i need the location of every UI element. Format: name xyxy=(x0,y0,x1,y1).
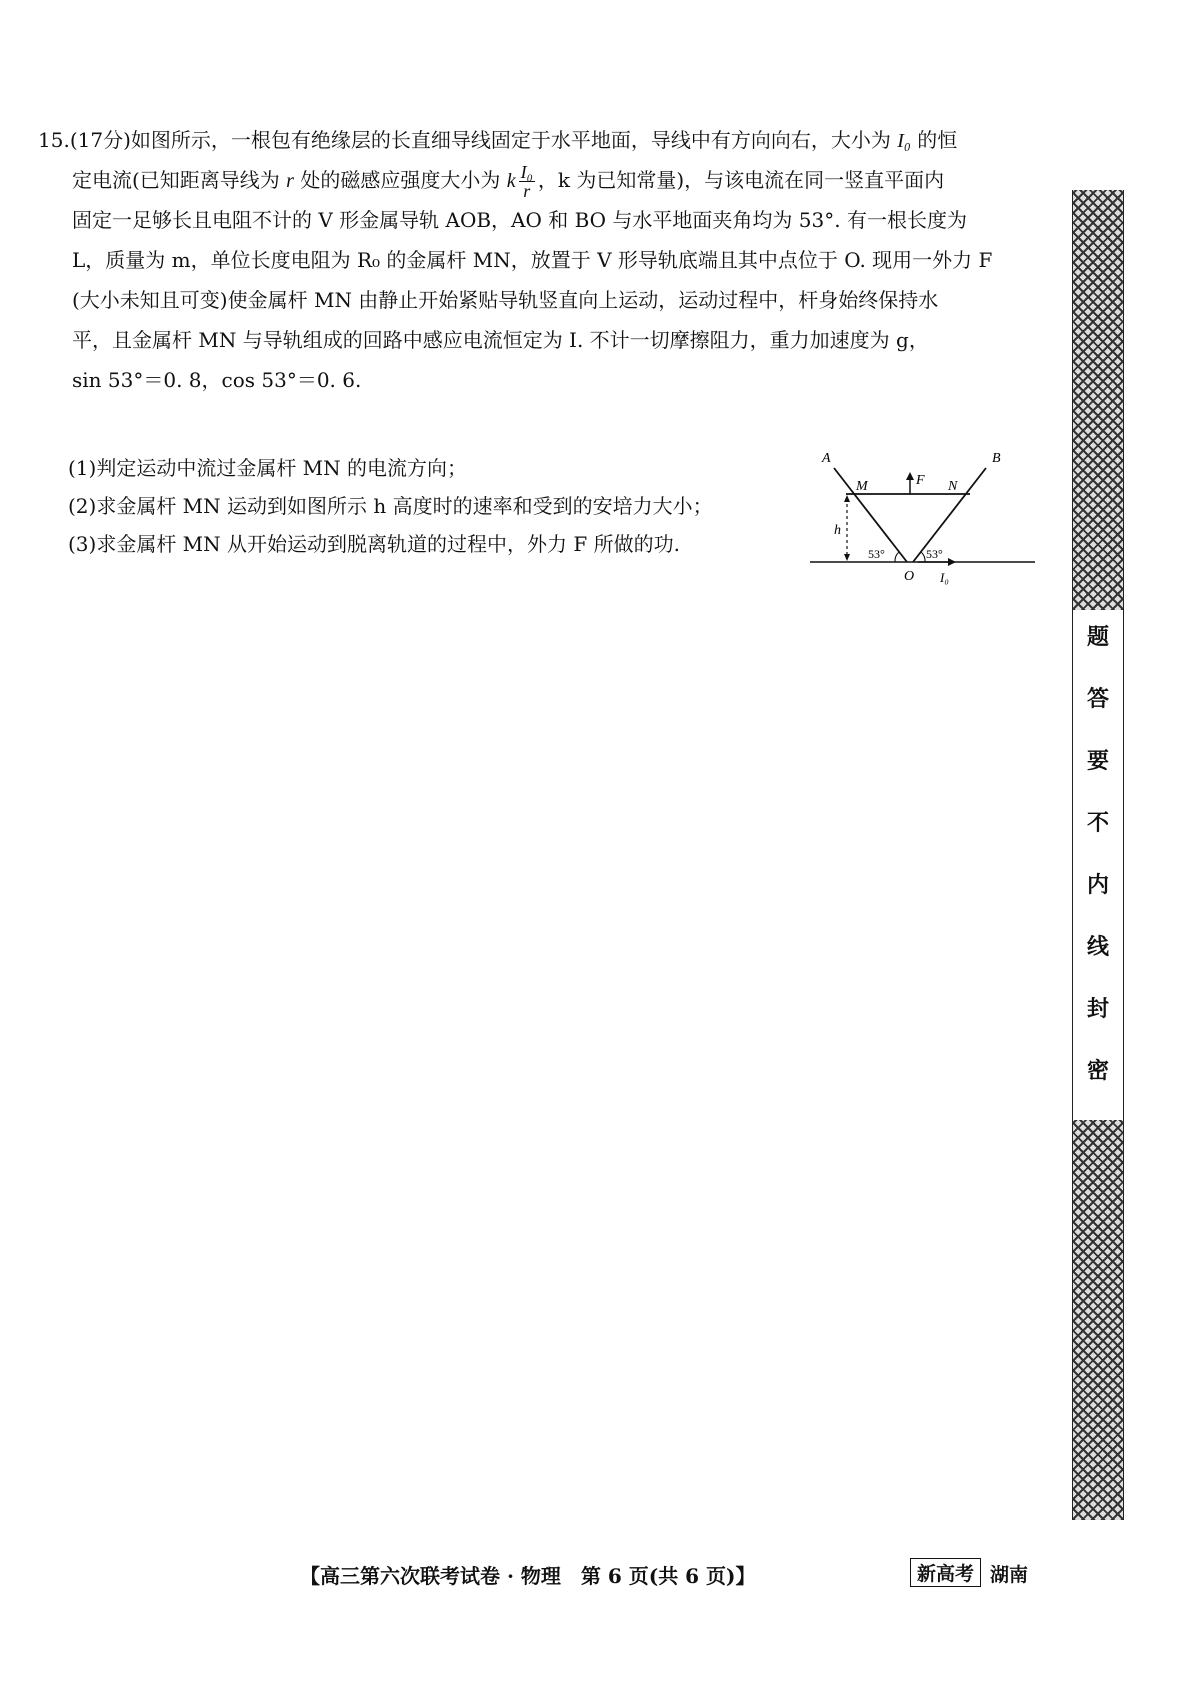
seal-char: 要 xyxy=(1086,748,1109,774)
label-A: A xyxy=(822,451,831,466)
force-arrow-head xyxy=(906,472,914,480)
question-line-4: L，质量为 m，单位长度电阻为 R₀ 的金属杆 MN，放置于 V 形导轨底端且其中点位于 O. 现用一外力 F xyxy=(72,248,993,272)
question-line-6: 平，且金属杆 MN 与导轨组成的回路中感应电流恒定为 I. 不计一切摩擦阻力，重力加速度为 g， xyxy=(72,328,929,352)
height-arrow-top xyxy=(844,495,850,502)
label-O: O xyxy=(904,569,915,584)
question-line-3: 固定一足够长且电阻不计的 V 形金属导轨 AOB，AO 和 BO 与水平地面夹角均为 53°. 有一根长度为 xyxy=(72,208,967,232)
seal-strip xyxy=(1072,190,1122,1520)
label-B: B xyxy=(992,451,1001,466)
symbol-k: k xyxy=(506,170,516,192)
height-arrow-bottom xyxy=(844,554,850,561)
question-15 xyxy=(38,120,1028,400)
label-M: M xyxy=(856,479,868,494)
question-points: (17分) xyxy=(69,128,131,152)
label-h: h xyxy=(834,523,841,538)
seal-strip-pattern-top xyxy=(1072,190,1124,610)
fraction-denominator: r xyxy=(523,181,531,201)
question-text: 定电流(已知距离导线为 xyxy=(72,168,287,192)
seal-strip-text-area xyxy=(1072,610,1124,1120)
seal-char: 线 xyxy=(1086,934,1109,960)
label-F: F xyxy=(916,473,925,488)
sub-question-3: (3)求金属杆 MN 从开始运动到脱离轨道的过程中，外力 F 所做的功. xyxy=(68,532,680,556)
question-line-7: sin 53°＝0. 8，cos 53°＝0. 6. xyxy=(72,368,362,392)
angle-arc-left xyxy=(895,552,899,562)
question-line-5: (大小未知且可变)使金属杆 MN 由静止开始紧贴导轨竖直向上运动，运动过程中，杆身始终保持水 xyxy=(72,288,939,312)
question-text: 处的磁感应强度大小为 xyxy=(293,168,507,192)
symbol-I0: I₀ xyxy=(897,130,911,152)
question-number: 15. xyxy=(38,128,70,152)
label-angle-right: 53° xyxy=(926,547,943,561)
footer-region: 湖南 xyxy=(990,1564,1029,1586)
label-I0: I₀ xyxy=(940,570,949,585)
seal-strip-pattern-bottom xyxy=(1072,1120,1124,1520)
seal-char: 密 xyxy=(1086,1058,1109,1084)
footer-badge: 新高考 xyxy=(910,1558,981,1587)
question-line-1 xyxy=(38,120,1028,160)
v-rail-diagram xyxy=(800,440,1040,600)
question-text: 如图所示，一根包有绝缘层的长直细导线固定于水平地面，导线中有方向向右，大小为 xyxy=(130,128,898,152)
fraction-numerator: I₀ xyxy=(520,162,533,182)
seal-char: 题 xyxy=(1086,624,1109,650)
seal-char: 封 xyxy=(1086,996,1109,1022)
angle-arc-right xyxy=(921,552,925,562)
sub-question-1: (1)判定运动中流过金属杆 MN 的电流方向； xyxy=(68,456,468,480)
seal-char: 答 xyxy=(1086,686,1109,712)
fraction-I0-over-r xyxy=(519,163,535,200)
page-footer xyxy=(0,1560,1200,1600)
label-angle-left: 53° xyxy=(868,547,885,561)
footer-title: 【高三第六次联考试卷 · 物理 第 6 页(共 6 页)】 xyxy=(300,1564,756,1588)
seal-char: 不 xyxy=(1086,810,1109,836)
sub-question-2: (2)求金属杆 MN 运动到如图所示 h 高度时的速率和受到的安培力大小； xyxy=(68,494,713,518)
question-text: 的恒 xyxy=(910,128,958,152)
current-arrow-head xyxy=(948,558,956,566)
question-text: ，k 为已知常量)，与该电流在同一竖直平面内 xyxy=(537,168,945,192)
symbol-r: r xyxy=(286,170,294,192)
question-line-2 xyxy=(38,160,1028,200)
label-N: N xyxy=(948,479,958,494)
seal-char: 内 xyxy=(1086,872,1109,898)
